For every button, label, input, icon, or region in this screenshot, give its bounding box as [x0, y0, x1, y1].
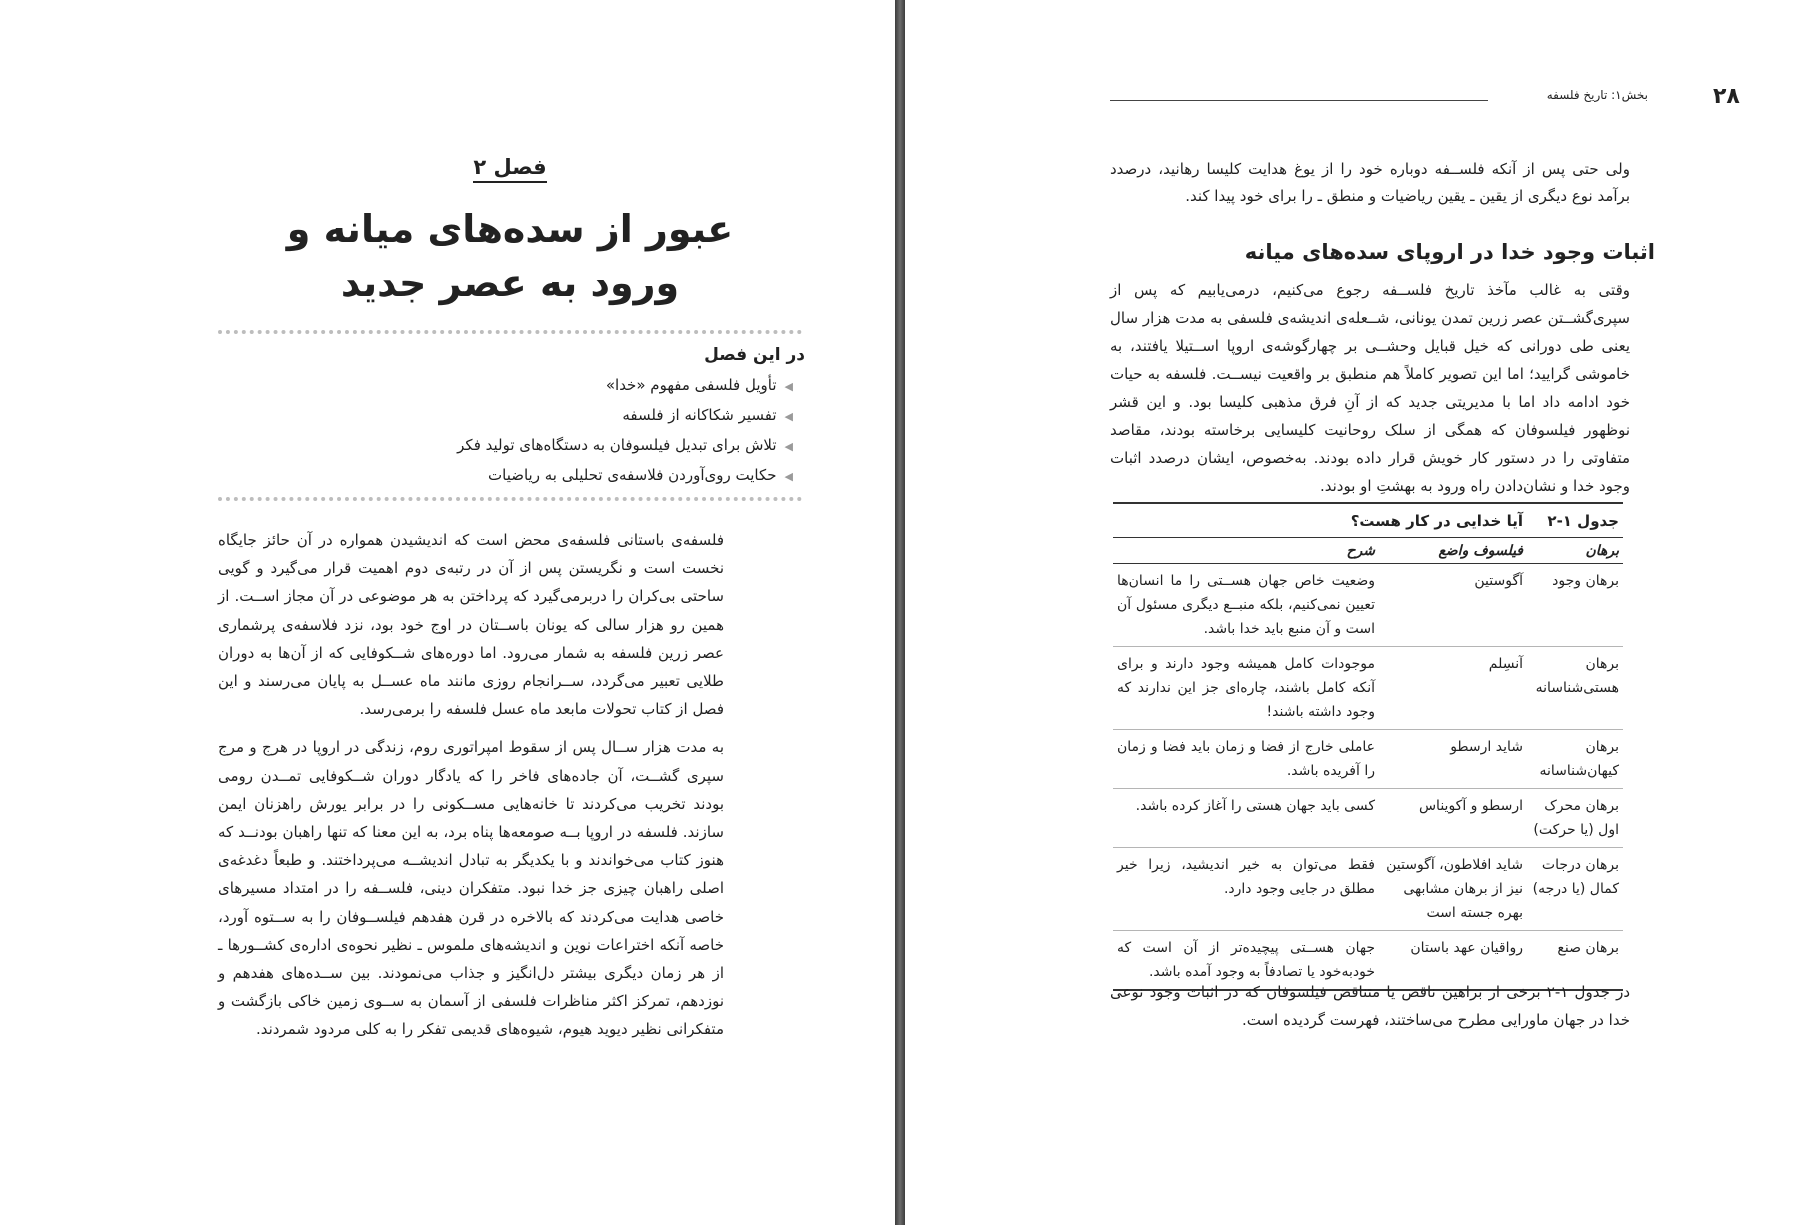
left-page — [0, 0, 895, 1225]
intro-paragraph: ولی حتی پس از آنکه فلســفه دوباره خود را از یوغ هدایت کلیسا رهانید، درصدد برآمد نوع دیگری از یقین ـ یقین ریاضیات و منطق ـ را برای خود پیدا کند. — [1110, 160, 1630, 205]
after-table-paragraph: در جدول ۱-۲ برخی از براهین ناقص یا متناقض فیلسوفان که در اثبات وجود نوعی خدا در جهان ماورایی مطرح می‌ساختند، فهرست گردیده است. — [1110, 983, 1631, 1029]
list-item: ◀حکایت روی‌آوردن فلاسفه‌ی تحلیلی به ریاضیات — [488, 466, 793, 484]
argument-cell: برهان درجات کمال (یا درجه) — [1527, 848, 1623, 931]
philosopher-cell: آگوستین — [1379, 564, 1527, 647]
philosopher-cell: ارسطو و آکویناس — [1379, 789, 1527, 848]
header-rule — [1110, 100, 1488, 101]
description-cell: کسی باید جهان هستی را آغاز کرده باشد. — [1113, 789, 1379, 848]
arguments-table — [1113, 502, 1623, 991]
table-header-row — [1113, 538, 1623, 564]
argument-cell: برهان هستی‌شناسانه — [1527, 647, 1623, 730]
table-row — [1113, 647, 1623, 730]
table-title: آیا خدایی در کار هست؟ — [1113, 503, 1527, 538]
philosopher-cell: رواقیان عهد باستان — [1379, 931, 1527, 991]
description-cell: موجودات کامل همیشه وجود دارند و برای آنکه کامل باشند، چاره‌ای جز این ندارند که وجود داشته باشند! — [1113, 647, 1379, 730]
dotted-divider-top — [218, 330, 802, 334]
chapter-body-text — [218, 526, 724, 1054]
chapter-title — [230, 202, 790, 310]
list-item: ◀تفسیر شکاکانه از فلسفه — [622, 406, 793, 424]
philosopher-cell: شاید ارسطو — [1379, 730, 1527, 789]
triangle-bullet-icon: ◀ — [784, 380, 793, 393]
right-page — [905, 0, 1804, 1225]
header-philosopher: فیلسوف واضع — [1379, 538, 1527, 564]
chapter-title-line-1: عبور از سده‌های میانه و — [286, 207, 734, 251]
table-row — [1113, 848, 1623, 931]
book-spine — [895, 0, 905, 1225]
section-body: وقتی به غالب مآخذ تاریخ فلســفه رجوع می‌کنیم، درمی‌یابیم که پس از سپری‌گشــتن عصر زرین تمدن یونانی، شــعله‌ی اندیشه‌ی فلسفی به مدت هزار سال یعنی طی دورانی که خیل قبایل وحشــی بر چهارگوشه‌ی اروپا اســتیلا یافتند، به خاموشی گرایید؛ اما این تصویر کاملاً هم منطبق بر واقعیت نیســت. فلسفه به حیات خود ادامه داد اما با مدیریتی جدید که از آنِ فرق مذهبی کلیسا بود. و این قشر نوظهور فیلسوفان که همگی از سلک روحانیت کلیسایی برخاسته بودند، مقاصد متفاوتی را در دستور کار خویش قرار داده بودند. به‌خصوص، ایشان درصدد اثبات وجود خدا و نشان‌دادن راه ورود به بهشتِ او بودند. — [1110, 281, 1630, 495]
table-row — [1113, 730, 1623, 789]
argument-cell: برهان وجود — [1527, 564, 1623, 647]
triangle-bullet-icon: ◀ — [784, 440, 793, 453]
table-row — [1113, 789, 1623, 848]
triangle-bullet-icon: ◀ — [784, 410, 793, 423]
description-cell: عاملی خارج از فضا و زمان باید فضا و زمان را آفریده باشد. — [1113, 730, 1379, 789]
philosopher-cell: شاید افلاطون، آگوستین نیز از برهان مشابهی بهره جسته است — [1379, 848, 1527, 931]
table-row — [1113, 564, 1623, 647]
philosopher-cell: آنسِلم — [1379, 647, 1527, 730]
chapter-label: فصل ۲ — [230, 155, 790, 179]
description-cell: فقط می‌توان به خیر اندیشید، زیرا خیر مطلق در جایی وجود دارد. — [1113, 848, 1379, 931]
body-paragraph: به مدت هزار ســال پس از سقوط امپراتوری روم، زندگی در اروپا در هرج و مرج سپری گشــت، آن جاده‌های فاخر را که یادگار دوران شــکوفایی تمــدن رومی بودند تخریب می‌کردند تا خانه‌هایی مســکونی را در برابر یورش راهزنان ایمن سازند. فلسفه در اروپا بــه صومعه‌ها پناه برد، به این معنا که تنها راهبان بودنــد که هنوز کتاب می‌خواندند و با یکدیگر به تبادل اندیشــه می‌پرداختند. و طبعاً دغدغه‌ی اصلی راهبان چیزی جز خدا نبود. متفکران دینی، فلســفه را در امتداد مسیرهای خاصی هدایت می‌کردند که بالاخره در قرن هفدهم فیلســوفان را به ســتوه آورد، خاصه آنکه اختراعات نوین و اندیشه‌های ملموس ـ نظیر نحوه‌ی اداره‌ی کشــورها ـ از هر زمان دیگری بیشتر دل‌انگیز و جذاب می‌نمودند. بین ســده‌های هفدهم و نوزدهم، تمرکز اکثر مناظرات فلسفی از آسمان به ســوی زمین خاکی بازگشت و متفکرانی نظیر دیوید هیوم، شیوه‌های قدیمی تفکر را به کلی مردود شمردند. — [218, 738, 724, 1039]
chapter-title-line-2: ورود به عصر جدید — [340, 261, 680, 305]
in-this-chapter-list — [240, 371, 805, 491]
table-caption-row — [1113, 503, 1623, 538]
header-argument: برهان — [1527, 538, 1623, 564]
in-this-chapter-heading: در این فصل — [704, 345, 805, 365]
list-item: ◀تأویل فلسفی مفهوم «خدا» — [605, 376, 793, 394]
argument-cell: برهان کیهان‌شناسانه — [1527, 730, 1623, 789]
section-heading: اثبات وجود خدا در اروپای سده‌های میانه — [1244, 240, 1655, 264]
dotted-divider-bottom — [218, 497, 802, 501]
triangle-bullet-icon: ◀ — [784, 470, 793, 483]
running-header — [1110, 88, 1648, 106]
argument-cell: برهان صنع — [1527, 931, 1623, 991]
list-item: ◀تلاش برای تبدیل فیلسوفان به دستگاه‌های تولید فکر — [457, 436, 793, 454]
in-this-chapter-box — [240, 345, 805, 491]
page-number: ۲۸ — [1713, 84, 1740, 109]
table-label: جدول ۱-۲ — [1527, 503, 1623, 538]
body-paragraph: فلسفه‌ی باستانی فلسفه‌ی محض است که اندیشیدن همواره در آن حائز جایگاه نخست است و نگریستن پس از آن در رتبه‌ی دوم اهمیت قرار می‌گیرد و گویی ساحتی بی‌کران را دربرمی‌گیرد که پرداختن به هر موضوعی در آن مجاز اســت. از همین رو هزار سالی که یونان باســتان در اوج خود بود، نزد فلاسفه‌ی پرشماری عصر زرین فلسفه به شمار می‌رود. اما دوره‌های شــکوفایی که از آن‌ها به دوران طلایی تعبیر می‌گردد، ســرانجام روزی مانند ماه عســل به پایان می‌رسند و این فصل از کتاب تحولات مابعد ماه عسل فلسفه را برمی‌رسد. — [218, 531, 724, 719]
section-label: بخش۱: تاریخ فلسفه — [1546, 88, 1648, 102]
argument-cell: برهان محرک اول (یا حرکت) — [1527, 789, 1623, 848]
description-cell: جهان هســتی پیچیده‌تر از آن است که خودبه‌خود یا تصادفاً به وجود آمده باشد. — [1113, 931, 1379, 991]
header-description: شرح — [1113, 538, 1379, 564]
description-cell: وضعیت خاص جهان هســتی را ما انسان‌ها تعیین نمی‌کنیم، بلکه منبــع دیگری مسئول آن است و آن منبع باید خدا باشد. — [1113, 564, 1379, 647]
